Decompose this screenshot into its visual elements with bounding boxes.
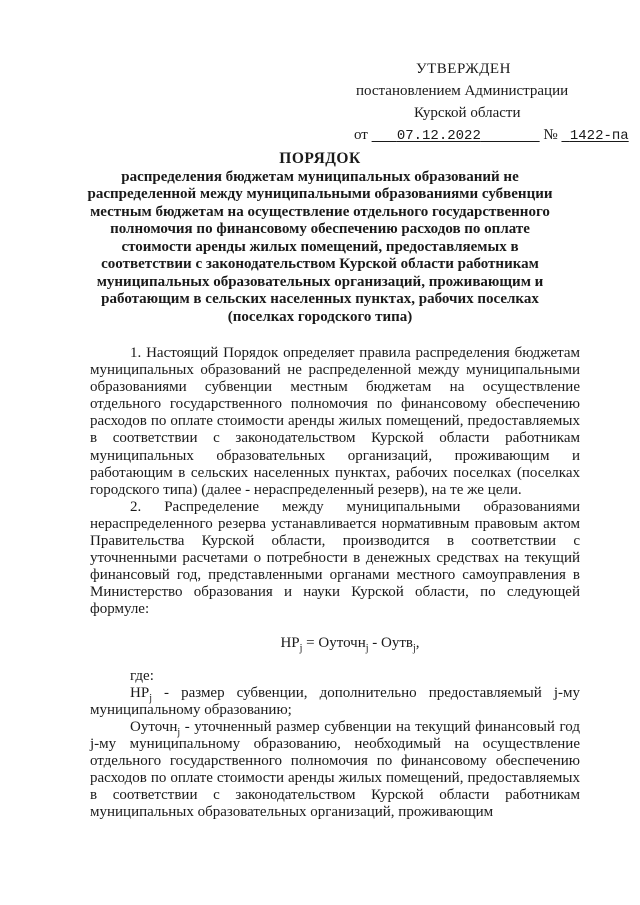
definition-hr: $НР_j$ - размер субвенции, дополнительно предоставляемый j-му муниципальному образованию; (90, 684, 580, 718)
title-line: стоимости аренды жилых помещений, предоставляемых в (121, 238, 519, 255)
title-line: соответствии с законодательством Курской области работникам (101, 256, 539, 272)
title-line: работающим в сельских населенных пунктах, рабочих поселках (101, 291, 539, 307)
document-title (60, 150, 580, 326)
title-main: ПОРЯДОК (279, 150, 361, 167)
title-line: муниципальных образовательных организаций, проживающим и (96, 273, 544, 290)
approval-title: УТВЕРЖДЕН (416, 61, 511, 77)
where-label: где: (130, 667, 154, 684)
number-prefix: № (543, 127, 558, 143)
date-prefix: от (354, 127, 368, 143)
title-line: местным бюджетам на осуществление отдельного государственного (90, 203, 550, 220)
approval-number: 1422-па (569, 128, 629, 144)
title-line: полномочия по финансовому обеспечению расходов по оплате (110, 221, 530, 237)
definition-outochn: Оуточн$_j$ - уточненный размер субвенции на текущий финансовый год j-му муниципальному образованию, необходимый на осуществление отдельного государственного полномочия по финансовому обеспечению расходов по оплате стоимости аренды жилых помещений, предоставляемых в соответствии с законодательством Курской области работникам муниципальных образовательных организаций, проживающим (90, 718, 580, 821)
approval-date-line (354, 124, 629, 147)
title-line: (поселках городского типа) (227, 308, 413, 325)
title-line: распределения бюджетам муниципальных образований не (121, 168, 519, 185)
approval-date: 07.12.2022 (396, 128, 481, 144)
paragraph-2: 2. Распределение между муниципальными образованиями нераспределенного резерва устанавливается нормативным правовым актом Правительства Курской области, производится в соответствии с уточненными расчетами о потребности в денежных средствах на текущий финансовый год, представленными органами местного самоуправления в Министерство образования и науки Курской области, по следующей формуле: (90, 498, 580, 618)
approval-resolution-line: постановлением Администрации (356, 83, 569, 99)
approval-region-line: Курской области (414, 105, 521, 121)
formula: $НР_j$ = Оуточн$_j$ - Оутв$_j$, (280, 634, 420, 654)
title-line: распределенной между муниципальными образованиями субвенции (87, 186, 553, 202)
paragraph-1: 1. Настоящий Порядок определяет правила распределения бюджетам муниципальных образований не распределенной между муниципальными образованиями субвенции местным бюджетам на осуществление отдельного государственного полномочия по финансовому обеспечению расходов по оплате стоимости аренды жилых помещений, предоставляемых в соответствии с законодательством Курской области работникам муниципальных образовательных организаций, проживающим и работающим в сельских населенных пунктах, рабочих поселках (поселках городского типа) (далее - нераспределенный резерв), на те же цели. (90, 345, 580, 498)
document-body (90, 345, 580, 821)
